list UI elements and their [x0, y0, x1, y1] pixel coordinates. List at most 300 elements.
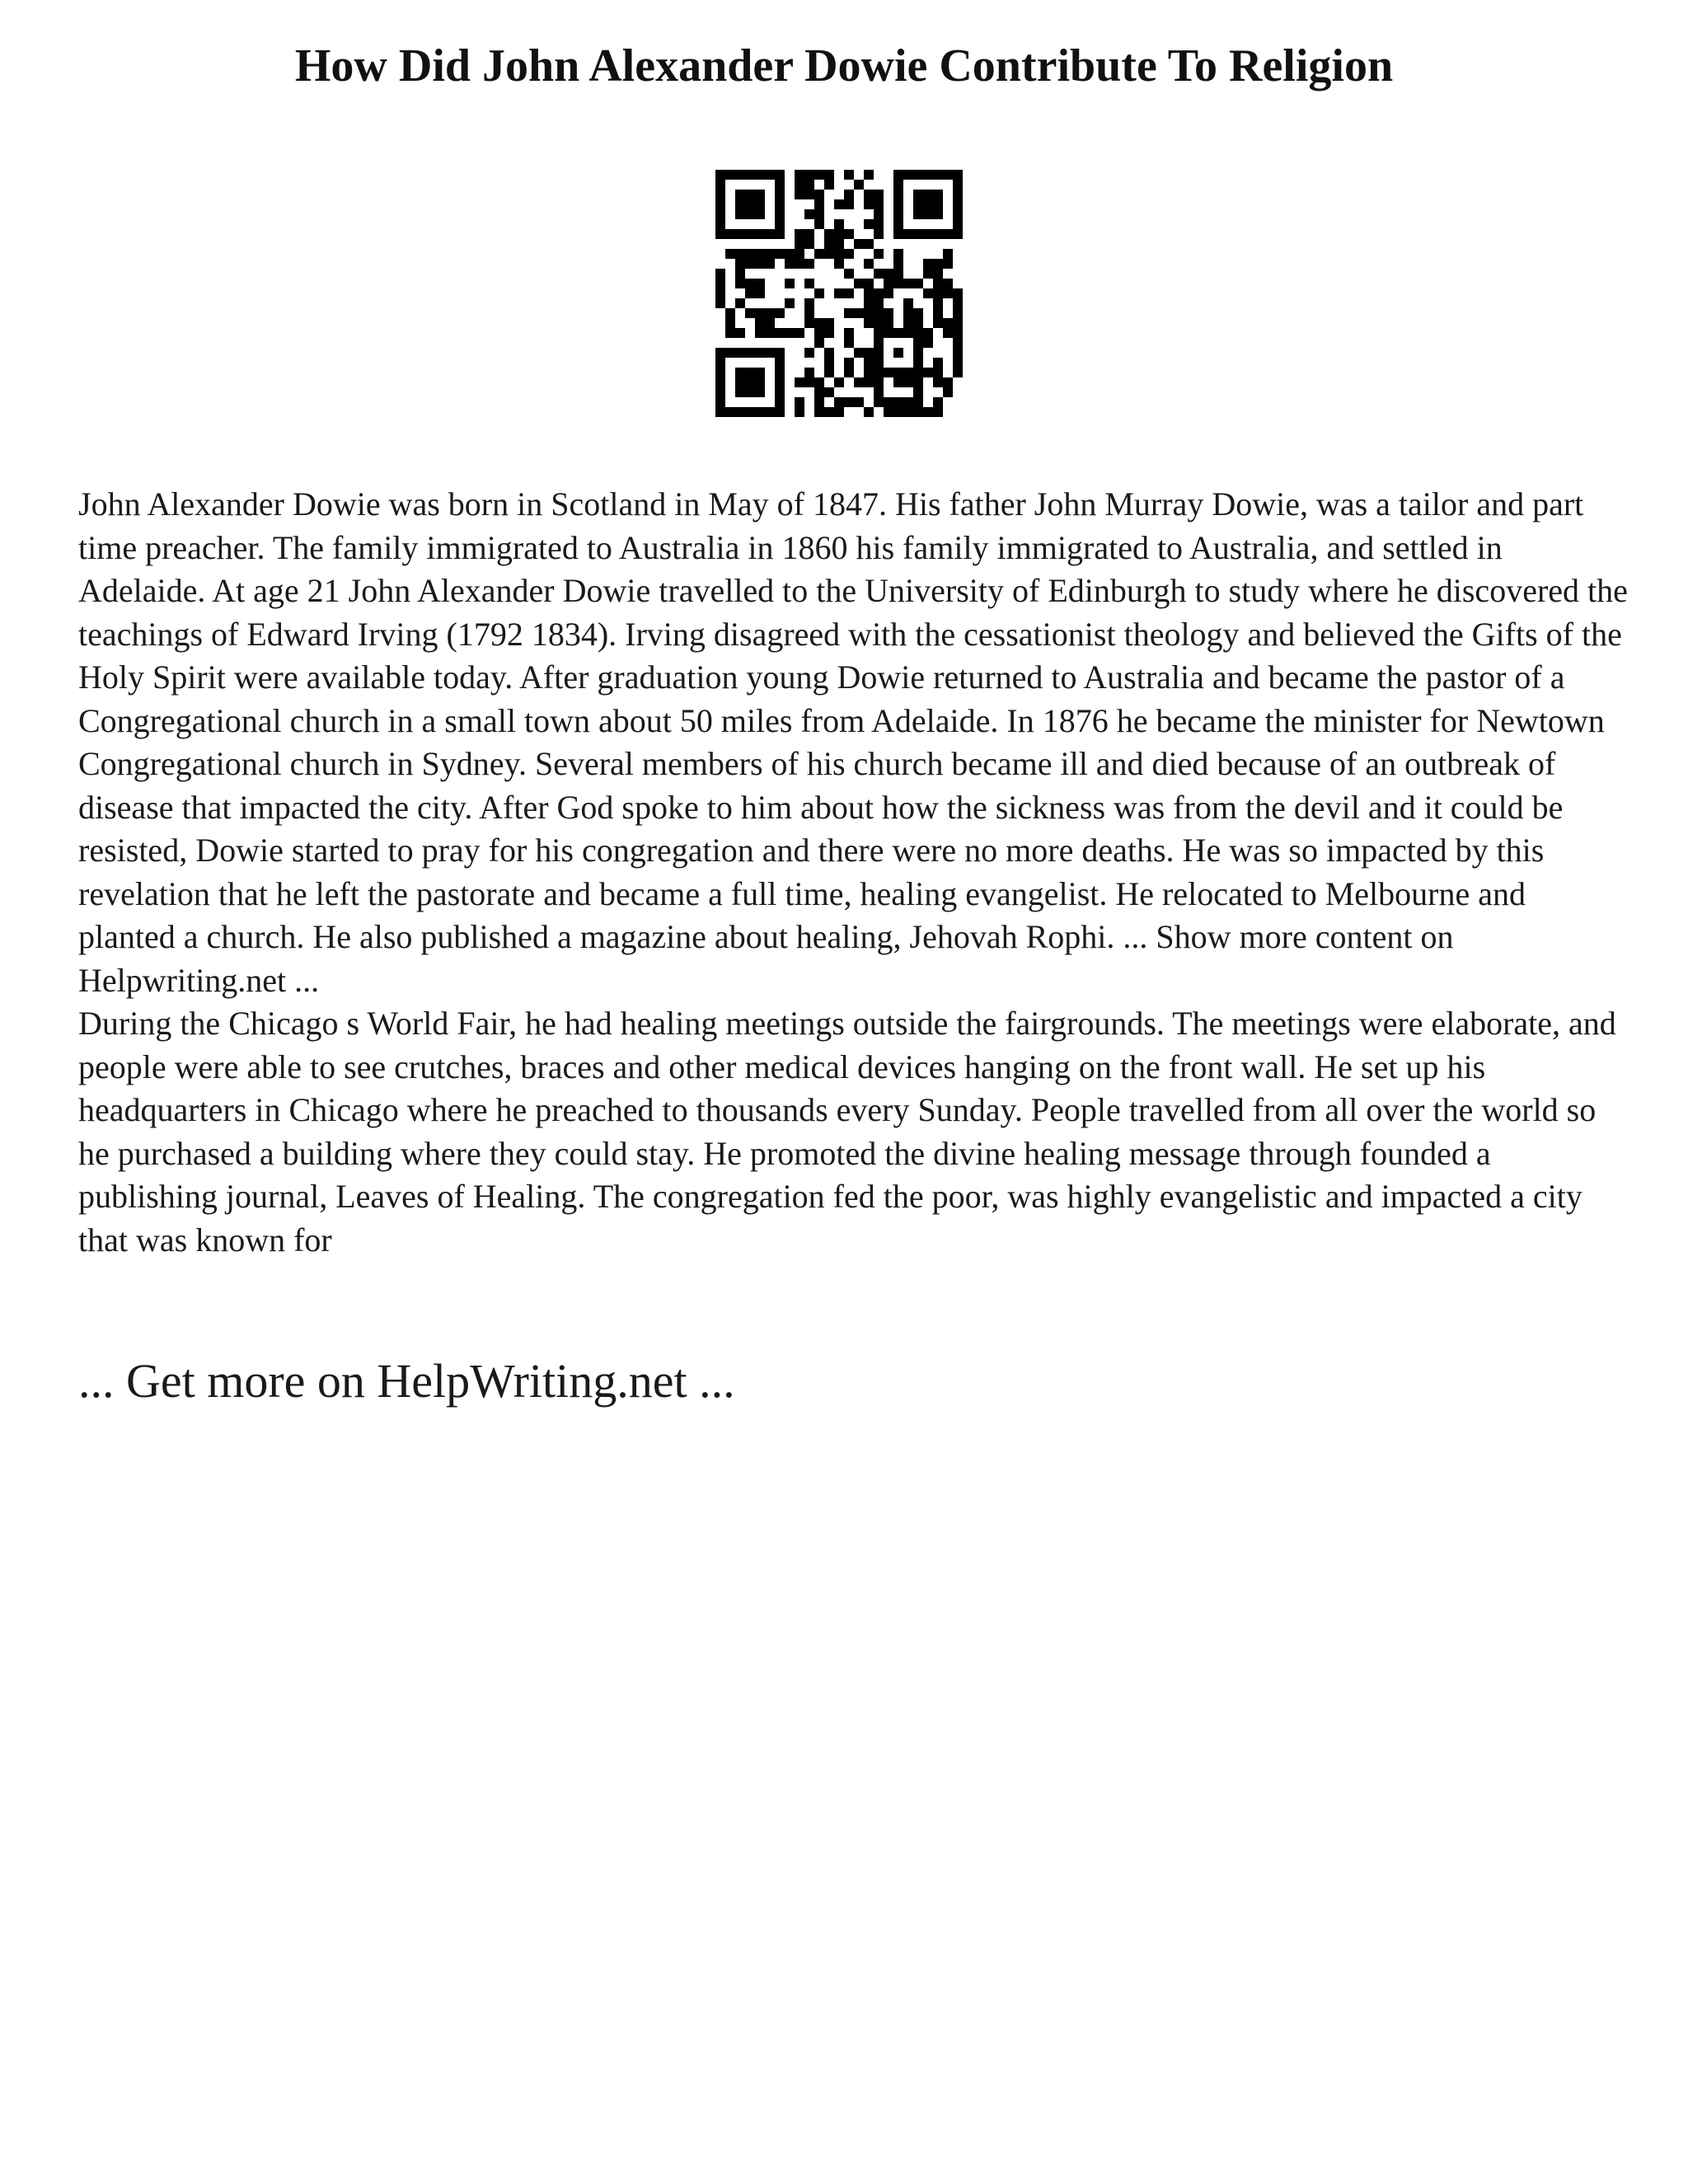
qr-module	[735, 348, 745, 358]
qr-module	[854, 348, 864, 358]
qr-code-icon	[715, 170, 963, 417]
qr-module	[943, 377, 953, 387]
qr-module	[745, 259, 755, 269]
qr-module	[834, 239, 844, 249]
qr-module	[844, 368, 854, 377]
qr-module	[735, 229, 745, 239]
qr-module	[933, 190, 943, 199]
qr-module	[795, 328, 804, 338]
qr-module	[893, 269, 903, 279]
qr-module	[755, 348, 765, 358]
qr-module	[953, 348, 963, 358]
qr-module	[814, 249, 824, 259]
qr-module	[715, 170, 725, 180]
qr-module	[893, 259, 903, 269]
qr-module	[834, 259, 844, 269]
qr-module	[923, 259, 933, 269]
qr-module	[804, 318, 814, 328]
qr-module	[824, 387, 834, 397]
qr-module	[814, 397, 824, 407]
qr-module	[824, 358, 834, 368]
qr-module	[903, 328, 913, 338]
qr-module	[893, 328, 903, 338]
qr-module	[893, 368, 903, 377]
qr-module	[795, 190, 804, 199]
qr-module	[765, 318, 775, 328]
qr-module	[913, 190, 923, 199]
qr-module	[755, 199, 765, 209]
qr-module	[844, 190, 854, 199]
qr-module	[953, 328, 963, 338]
qr-module	[933, 279, 943, 288]
qr-module	[923, 209, 933, 219]
qr-module	[893, 199, 903, 209]
qr-module	[893, 377, 903, 387]
qr-module	[903, 407, 913, 417]
qr-module	[844, 229, 854, 239]
qr-module	[943, 288, 953, 298]
qr-module	[884, 368, 893, 377]
qr-module	[755, 229, 765, 239]
qr-module	[874, 229, 884, 239]
qr-module	[864, 219, 874, 229]
qr-module	[864, 308, 874, 318]
qr-module	[913, 170, 923, 180]
qr-module	[804, 190, 814, 199]
qr-module	[943, 249, 953, 259]
qr-module	[775, 407, 785, 417]
qr-module	[893, 279, 903, 288]
qr-module	[933, 358, 943, 368]
qr-module	[745, 348, 755, 358]
qr-module	[804, 377, 814, 387]
qr-module	[913, 199, 923, 209]
qr-module	[874, 249, 884, 259]
qr-module	[874, 328, 884, 338]
qr-module	[943, 229, 953, 239]
qr-module	[725, 170, 735, 180]
qr-module	[864, 199, 874, 209]
qr-module	[953, 338, 963, 348]
qr-module	[824, 249, 834, 259]
qr-module	[804, 298, 814, 308]
qr-module	[755, 308, 765, 318]
qr-module	[745, 209, 755, 219]
qr-module	[923, 229, 933, 239]
qr-module	[874, 209, 884, 219]
qr-module	[834, 397, 844, 407]
qr-module	[844, 199, 854, 209]
qr-module	[933, 308, 943, 318]
qr-module	[785, 259, 795, 269]
qr-module	[745, 279, 755, 288]
qr-module	[735, 407, 745, 417]
qr-module	[874, 298, 884, 308]
qr-module	[745, 368, 755, 377]
paragraph-2: During the Chicago s World Fair, he had healing meetings outside the fairgrounds. The meetings were elaborate, and people were able to see crutches, braces and other medical devices hanging on the front wall. He set up his headquarters in Chicago where he preached to thousands every Sunday. People travelled from all over the world so he purchased a building where they could stay. He promoted the divine healing message through founded a publishing journal, Leaves of Healing. The congregation fed the poor, was highly evangelistic and impacted a city that was known for	[78, 1005, 1616, 1258]
qr-module	[824, 170, 834, 180]
qr-module	[953, 190, 963, 199]
qr-module	[775, 377, 785, 387]
qr-module	[864, 288, 874, 298]
qr-module	[953, 219, 963, 229]
qr-module	[824, 328, 834, 338]
qr-module	[775, 348, 785, 358]
qr-module	[795, 229, 804, 239]
qr-module	[765, 308, 775, 318]
qr-module	[893, 219, 903, 229]
qr-module	[854, 279, 864, 288]
qr-module	[874, 308, 884, 318]
qr-module	[913, 358, 923, 368]
qr-module	[785, 249, 795, 259]
qr-module	[864, 190, 874, 199]
qr-module	[903, 308, 913, 318]
qr-module	[874, 338, 884, 348]
qr-module	[864, 298, 874, 308]
qr-module	[795, 377, 804, 387]
qr-module	[814, 407, 824, 417]
qr-module	[844, 358, 854, 368]
qr-module	[864, 348, 874, 358]
qr-module	[844, 269, 854, 279]
qr-module	[795, 170, 804, 180]
qr-module	[864, 368, 874, 377]
qr-module	[884, 308, 893, 318]
qr-module	[834, 377, 844, 387]
qr-module	[943, 318, 953, 328]
qr-module	[775, 397, 785, 407]
qr-module	[755, 170, 765, 180]
qr-module	[775, 170, 785, 180]
qr-module	[745, 308, 755, 318]
qr-module	[725, 308, 735, 318]
qr-module	[795, 397, 804, 407]
qr-module	[814, 377, 824, 387]
qr-module	[903, 279, 913, 288]
qr-module	[745, 407, 755, 417]
qr-module	[903, 397, 913, 407]
qr-module	[755, 190, 765, 199]
qr-module	[844, 249, 854, 259]
qr-module	[933, 288, 943, 298]
qr-module	[913, 318, 923, 328]
qr-module	[913, 328, 923, 338]
qr-module	[755, 387, 765, 397]
qr-module	[923, 190, 933, 199]
qr-module	[814, 209, 824, 219]
qr-module	[755, 318, 765, 328]
qr-module	[804, 209, 814, 219]
qr-module	[933, 298, 943, 308]
get-more-link[interactable]: ... Get more on HelpWriting.net ...	[78, 1354, 735, 1408]
qr-module	[874, 318, 884, 328]
qr-module	[824, 180, 834, 190]
qr-module	[804, 308, 814, 318]
qr-module	[715, 219, 725, 229]
qr-module	[725, 249, 735, 259]
qr-module	[775, 229, 785, 239]
qr-module	[735, 190, 745, 199]
qr-module	[735, 209, 745, 219]
qr-module	[844, 308, 854, 318]
qr-module	[795, 180, 804, 190]
qr-module	[745, 190, 755, 199]
qr-module	[715, 407, 725, 417]
qr-module	[884, 328, 893, 338]
qr-module	[795, 259, 804, 269]
qr-code-graphic	[715, 170, 963, 417]
qr-module	[765, 407, 775, 417]
qr-module	[824, 368, 834, 377]
qr-module	[933, 397, 943, 407]
qr-module	[953, 358, 963, 368]
qr-module	[874, 288, 884, 298]
qr-module	[735, 259, 745, 269]
qr-module	[864, 377, 874, 387]
qr-module	[844, 328, 854, 338]
qr-module	[765, 249, 775, 259]
qr-module	[933, 199, 943, 209]
qr-module	[715, 348, 725, 358]
qr-module	[893, 209, 903, 219]
qr-module	[755, 209, 765, 219]
qr-module	[923, 170, 933, 180]
qr-module	[824, 318, 834, 328]
qr-module	[844, 338, 854, 348]
qr-module	[913, 229, 923, 239]
qr-module	[715, 387, 725, 397]
qr-module	[893, 348, 903, 358]
qr-module	[715, 358, 725, 368]
qr-module	[804, 259, 814, 269]
qr-module	[725, 318, 735, 328]
qr-module	[814, 199, 824, 209]
qr-module	[953, 308, 963, 318]
qr-module	[785, 279, 795, 288]
qr-module	[755, 407, 765, 417]
qr-module	[893, 190, 903, 199]
qr-module	[715, 199, 725, 209]
qr-module	[933, 209, 943, 219]
qr-module	[755, 288, 765, 298]
qr-module	[953, 199, 963, 209]
qr-module	[933, 269, 943, 279]
qr-module	[745, 199, 755, 209]
qr-module	[725, 348, 735, 358]
qr-module	[735, 298, 745, 308]
qr-module	[903, 318, 913, 328]
qr-module	[903, 298, 913, 308]
qr-module	[874, 269, 884, 279]
qr-module	[913, 279, 923, 288]
article-body	[78, 483, 1628, 1262]
qr-module	[775, 190, 785, 199]
qr-module	[824, 348, 834, 358]
qr-module	[775, 387, 785, 397]
qr-module	[884, 269, 893, 279]
qr-module	[715, 288, 725, 298]
qr-module	[725, 229, 735, 239]
qr-module	[804, 348, 814, 358]
qr-module	[834, 219, 844, 229]
qr-module	[824, 407, 834, 417]
qr-module	[854, 180, 864, 190]
qr-module	[874, 199, 884, 209]
qr-module	[735, 387, 745, 397]
qr-module	[814, 288, 824, 298]
qr-module	[824, 229, 834, 239]
qr-module	[765, 229, 775, 239]
qr-module	[893, 407, 903, 417]
qr-module	[913, 387, 923, 397]
qr-module	[834, 407, 844, 417]
qr-module	[814, 219, 824, 229]
qr-module	[923, 407, 933, 417]
qr-module	[874, 387, 884, 397]
qr-module	[755, 279, 765, 288]
qr-module	[755, 368, 765, 377]
qr-module	[715, 209, 725, 219]
qr-module	[814, 387, 824, 397]
qr-module	[864, 259, 874, 269]
qr-module	[874, 397, 884, 407]
qr-module	[933, 377, 943, 387]
qr-module	[874, 368, 884, 377]
qr-module	[943, 259, 953, 269]
qr-module	[775, 199, 785, 209]
qr-module	[864, 239, 874, 249]
qr-module	[884, 279, 893, 288]
qr-module	[725, 328, 735, 338]
qr-module	[884, 397, 893, 407]
qr-module	[943, 328, 953, 338]
qr-module	[715, 229, 725, 239]
qr-module	[715, 397, 725, 407]
qr-module	[893, 229, 903, 239]
qr-module	[795, 249, 804, 259]
qr-module	[864, 318, 874, 328]
qr-module	[715, 298, 725, 308]
qr-module	[923, 368, 933, 377]
qr-module	[913, 407, 923, 417]
qr-module	[715, 368, 725, 377]
qr-module	[913, 368, 923, 377]
qr-module	[953, 368, 963, 377]
qr-module	[943, 279, 953, 288]
qr-module	[755, 377, 765, 387]
qr-module	[765, 328, 775, 338]
qr-module	[735, 249, 745, 259]
qr-module	[874, 348, 884, 358]
qr-module	[933, 407, 943, 417]
qr-module	[933, 259, 943, 269]
qr-module	[923, 199, 933, 209]
qr-module	[953, 180, 963, 190]
qr-module	[923, 288, 933, 298]
qr-module	[735, 368, 745, 377]
qr-module	[864, 358, 874, 368]
qr-module	[735, 377, 745, 387]
qr-module	[913, 308, 923, 318]
qr-module	[884, 288, 893, 298]
qr-module	[745, 229, 755, 239]
qr-module	[785, 328, 795, 338]
qr-module	[953, 288, 963, 298]
qr-module	[953, 209, 963, 219]
qr-module	[745, 377, 755, 387]
qr-module	[893, 397, 903, 407]
qr-module	[874, 358, 884, 368]
qr-module	[755, 328, 765, 338]
qr-module	[814, 170, 824, 180]
qr-module	[864, 407, 874, 417]
qr-module	[874, 190, 884, 199]
qr-module	[795, 239, 804, 249]
qr-module	[933, 170, 943, 180]
qr-module	[864, 170, 874, 180]
qr-module	[804, 279, 814, 288]
qr-module	[715, 279, 725, 288]
qr-module	[804, 229, 814, 239]
qr-module	[834, 199, 844, 209]
qr-module	[804, 170, 814, 180]
qr-module	[745, 249, 755, 259]
qr-module	[814, 190, 824, 199]
qr-module	[933, 318, 943, 328]
qr-module	[923, 338, 933, 348]
qr-module	[913, 348, 923, 358]
qr-module	[765, 170, 775, 180]
qr-module	[854, 239, 864, 249]
qr-module	[923, 269, 933, 279]
qr-module	[874, 377, 884, 387]
qr-module	[775, 368, 785, 377]
qr-module	[903, 170, 913, 180]
qr-module	[943, 387, 953, 397]
qr-module	[775, 249, 785, 259]
qr-module	[913, 209, 923, 219]
page-title: How Did John Alexander Dowie Contribute To Religion	[294, 40, 1394, 91]
qr-module	[755, 249, 765, 259]
qr-module	[814, 338, 824, 348]
qr-module	[735, 279, 745, 288]
qr-module	[884, 318, 893, 328]
qr-module	[804, 368, 814, 377]
qr-module	[785, 298, 795, 308]
qr-module	[755, 259, 765, 269]
qr-module	[834, 229, 844, 239]
qr-module	[735, 170, 745, 180]
qr-module	[953, 229, 963, 239]
qr-module	[775, 180, 785, 190]
qr-module	[913, 338, 923, 348]
qr-module	[854, 308, 864, 318]
qr-module	[844, 170, 854, 180]
paragraph-1: John Alexander Dowie was born in Scotland in May of 1847. His father John Murray Dowie, was a tailor and part time preacher. The family immigrated to Australia in 1860 his family immigrated to Australia, and settled in Adelaide. At age 21 John Alexander Dowie travelled to the University of Edinburgh to study where he discovered the teachings of Edward Irving (1792 1834). Irving disagreed with the cessationist theology and believed the Gifts of the Holy Spirit were available today. After graduation young Dowie returned to Australia and became the pastor of a Congregational church in a small town about 50 miles from Adelaide. In 1876 he became the minister for Newtown Congregational church in Sydney. Several members of his church became ill and died because of an outbreak of disease that impacted the city. After God spoke to him about how the sickness was from the devil and it could be resisted, Dowie started to pray for his congregation and there were no more deaths. He was so impacted by this revelation that he left the pastorate and became a full time, healing evangelist. He relocated to Melbourne and planted a church. He also published a magazine about healing, Jehovah Rophi. ... Show more content on Helpwriting.net ...	[78, 485, 1628, 999]
qr-module	[795, 407, 804, 417]
qr-module	[834, 249, 844, 259]
qr-module	[735, 269, 745, 279]
qr-module	[893, 180, 903, 190]
qr-module	[814, 318, 824, 328]
qr-module	[775, 209, 785, 219]
qr-module	[943, 170, 953, 180]
qr-module	[844, 288, 854, 298]
qr-module	[903, 229, 913, 239]
qr-module	[903, 368, 913, 377]
qr-module	[715, 269, 725, 279]
